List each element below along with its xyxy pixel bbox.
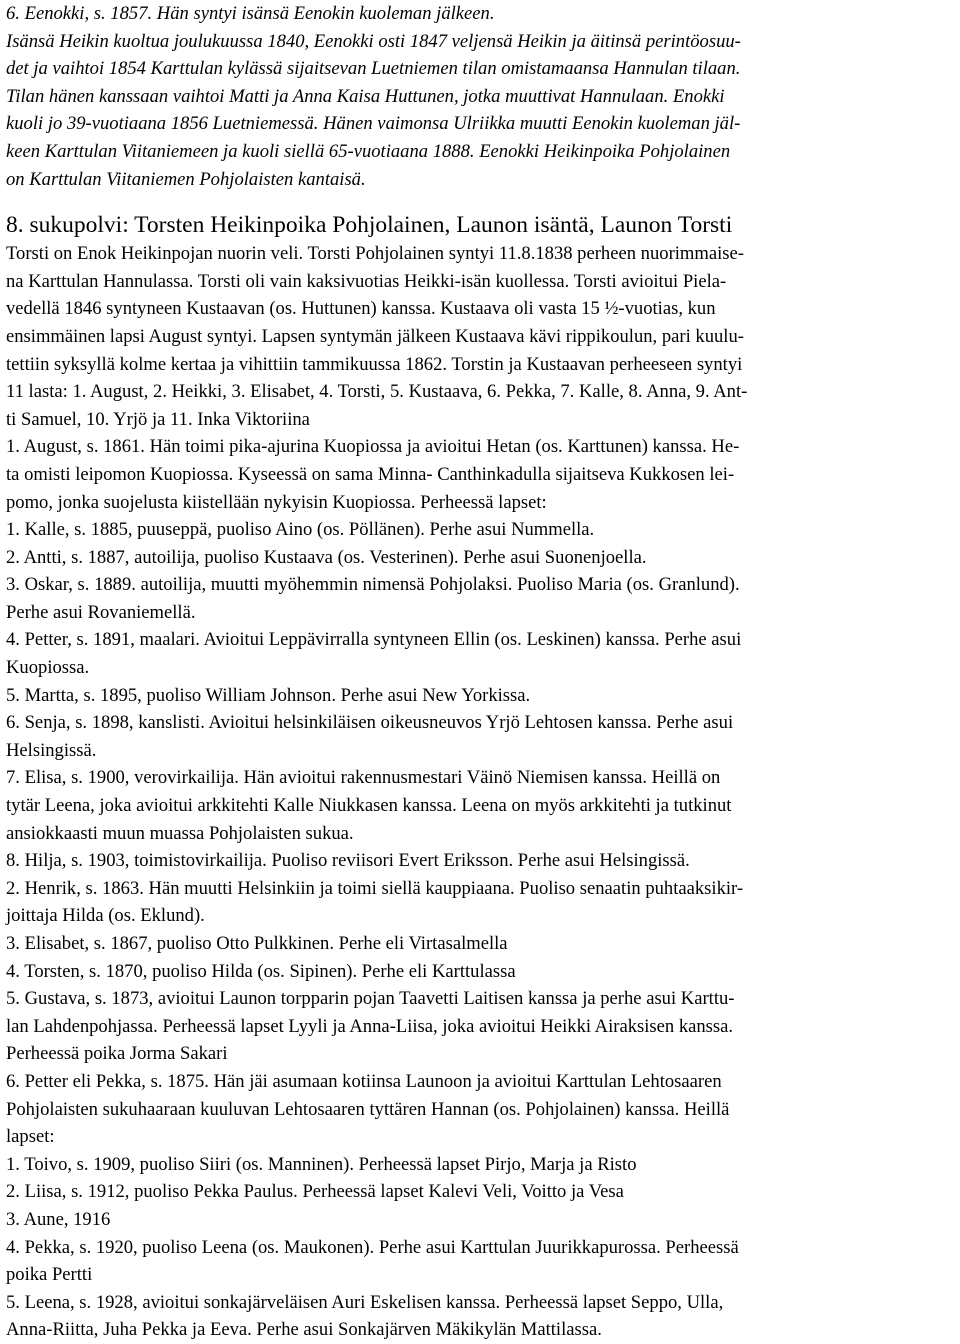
text-line: 2. Antti, s. 1887, autoilija, puoliso Kustaava (os. Vesterinen). Perhe asui Suonenjoella. xyxy=(6,546,647,568)
text-line: kuoli jo 39-vuotiaana 1856 Luetniemessä. Hänen vaimonsa Ulriikka muutti Eenokin kuoleman jäl- xyxy=(6,113,741,135)
text-line: keen Karttulan Viitaniemeen ja kuoli siellä 65-vuotiaana 1888. Eenokki Heikinpoika Pohjolainen xyxy=(6,140,731,162)
text-line: 3. Oskar, s. 1889. autoilija, muutti myöhemmin nimensä Pohjolaksi. Puoliso Maria (os. Granlund). xyxy=(6,574,740,596)
text-line: 5. Leena, s. 1928, avioitui sonkajärveläisen Auri Eskelisen kanssa. Perheessä lapset Seppo, Ulla, xyxy=(6,1291,724,1313)
text-line: ti Samuel, 10. Yrjö ja 11. Inka Viktoriina xyxy=(6,408,310,430)
text-line: 4. Torsten, s. 1870, puoliso Hilda (os. Sipinen). Perhe eli Karttulassa xyxy=(6,960,516,982)
text-line: Torsti on Enok Heikinpojan nuorin veli. Torsti Pohjolainen syntyi 11.8.1838 perheen nuorimmaise- xyxy=(6,243,744,265)
text-line: Helsingissä. xyxy=(6,739,97,761)
text-line: 8. Hilja, s. 1903, toimistovirkailija. Puoliso reviisori Evert Eriksson. Perhe asui Helsingissä. xyxy=(6,850,690,872)
text-line: Tilan hänen kanssaan vaihtoi Matti ja Anna Kaisa Huttunen, jotka muuttivat Hannulaan. Enokki xyxy=(6,85,725,107)
text-line: on Karttulan Viitaniemen Pohjolaisten kantaisä. xyxy=(6,168,366,190)
text-line: det ja vaihtoi 1854 Karttulan kylässä sijaitsevan Luetniemen tilan omistamaansa Hannulan tilaan. xyxy=(6,58,741,80)
text-line: 5. Martta, s. 1895, puoliso William Johnson. Perhe asui New Yorkissa. xyxy=(6,684,531,706)
text-line: ta omisti leipomon Kuopiossa. Kyseessä on sama Minna- Canthinkadulla sijaitseva Kukkosen lei- xyxy=(6,463,735,485)
text-line: lan Lahdenpohjassa. Perheessä lapset Lyyli ja Anna-Liisa, joka avioitui Heikki Airaksisen kanssa. xyxy=(6,1015,734,1037)
text-line: pomo, jonka suojelusta kiistellään nykyisin Kuopiossa. Perheessä lapset: xyxy=(6,491,547,513)
text-line: Isänsä Heikin kuoltua joulukuussa 1840, Eenokki osti 1847 veljensä Heikin ja äitinsä perintöosuu- xyxy=(6,30,741,52)
text-line: Perheessä poika Jorma Sakari xyxy=(6,1043,228,1065)
text-line: poika Pertti xyxy=(6,1264,93,1286)
text-line: 2. Henrik, s. 1863. Hän muutti Helsinkiin ja toimi siellä kauppiaana. Puoliso senaatin puhtaaksikir- xyxy=(6,877,744,899)
text-line: Pohjolaisten sukuhaaraan kuuluvan Lehtosaaren tyttären Hannan (os. Pohjolainen) kanssa. Heillä xyxy=(6,1098,730,1120)
text-line: Kuopiossa. xyxy=(6,657,90,679)
eenokki-section xyxy=(6,0,956,193)
text-line: ensimmäinen lapsi August syntyi. Lapsen syntymän jälkeen Kustaava kävi rippikoulun, pari kuulu- xyxy=(6,325,744,347)
text-line: na Karttulan Hannulassa. Torsti oli vain kaksivuotias Heikki-isän kuollessa. Torsti avioitui Piela- xyxy=(6,270,727,292)
torsten-section xyxy=(6,210,956,1344)
torsten-body xyxy=(6,240,956,1344)
text-line: 1. Toivo, s. 1909, puoliso Siiri (os. Manninen). Perheessä lapset Pirjo, Marja ja Risto xyxy=(6,1153,637,1175)
text-line: 7. Elisa, s. 1900, verovirkailija. Hän avioitui rakennusmestari Väinö Niemisen kanssa. Heillä on xyxy=(6,767,721,789)
section-gap xyxy=(6,193,956,210)
text-line: 5. Gustava, s. 1873, avioitui Launon torpparin pojan Taavetti Laitisen kanssa ja perhe asui Karttu- xyxy=(6,988,735,1010)
text-line: Perhe asui Rovaniemellä. xyxy=(6,601,196,623)
text-line: 1. Kalle, s. 1885, puuseppä, puoliso Aino (os. Pöllänen). Perhe asui Nummella. xyxy=(6,519,595,541)
text-line: 11 lasta: 1. August, 2. Heikki, 3. Elisabet, 4. Torsti, 5. Kustaava, 6. Pekka, 7. Kalle, 8. Anna, 9. Ant- xyxy=(6,381,748,403)
text-line: joittaja Hilda (os. Eklund). xyxy=(6,905,205,927)
text-line: 1. August, s. 1861. Hän toimi pika-ajurina Kuopiossa ja avioitui Hetan (os. Karttunen) kanssa. He- xyxy=(6,436,740,458)
text-line: ansiokkaasti muun muassa Pohjolaisten sukua. xyxy=(6,822,354,844)
text-line: 3. Aune, 1916 xyxy=(6,1208,111,1230)
text-line: vedellä 1846 syntyneen Kustaavan (os. Huttunen) kanssa. Kustaava oli vasta 15 ½-vuotias, kun xyxy=(6,298,716,320)
text-line: 6. Senja, s. 1898, kanslisti. Avioitui helsinkiläisen oikeusneuvos Yrjö Lehtosen kanssa. Perhe asui xyxy=(6,712,734,734)
text-line: 2. Liisa, s. 1912, puoliso Pekka Paulus. Perheessä lapset Kalevi Veli, Voitto ja Vesa xyxy=(6,1181,624,1203)
text-line: Anna-Riitta, Juha Pekka ja Eeva. Perhe asui Sonkajärven Mäkikylän Mattilassa. xyxy=(6,1319,602,1341)
text-line: lapset: xyxy=(6,1126,55,1148)
text-line: 4. Pekka, s. 1920, puoliso Leena (os. Maukonen). Perhe asui Karttulan Juurikkapurossa. Perheessä xyxy=(6,1236,739,1258)
section-heading: 8. sukupolvi: Torsten Heikinpoika Pohjolainen, Launon isäntä, Launon Torsti xyxy=(6,212,733,239)
text-line: 4. Petter, s. 1891, maalari. Avioitui Leppävirralla syntyneen Ellin (os. Leskinen) kanssa. Perhe asui xyxy=(6,629,742,651)
text-line: tytär Leena, joka avioitui arkkitehti Kalle Niukkasen kanssa. Leena on myös arkkitehti ja tutkinut xyxy=(6,795,732,817)
document-page xyxy=(6,0,956,1344)
text-line: 6. Petter eli Pekka, s. 1875. Hän jäi asumaan kotiinsa Launoon ja avioitui Karttulan Lehtosaaren xyxy=(6,1070,722,1092)
text-line: 3. Elisabet, s. 1867, puoliso Otto Pulkkinen. Perhe eli Virtasalmella xyxy=(6,933,508,954)
text-line: 6. Eenokki, s. 1857. Hän syntyi isänsä Eenokin kuoleman jälkeen. xyxy=(6,3,495,24)
text-line: tettiin syksyllä kolme kertaa ja vihittiin tammikuussa 1862. Torstin ja Kustaavan perheeseen syntyi xyxy=(6,353,743,375)
